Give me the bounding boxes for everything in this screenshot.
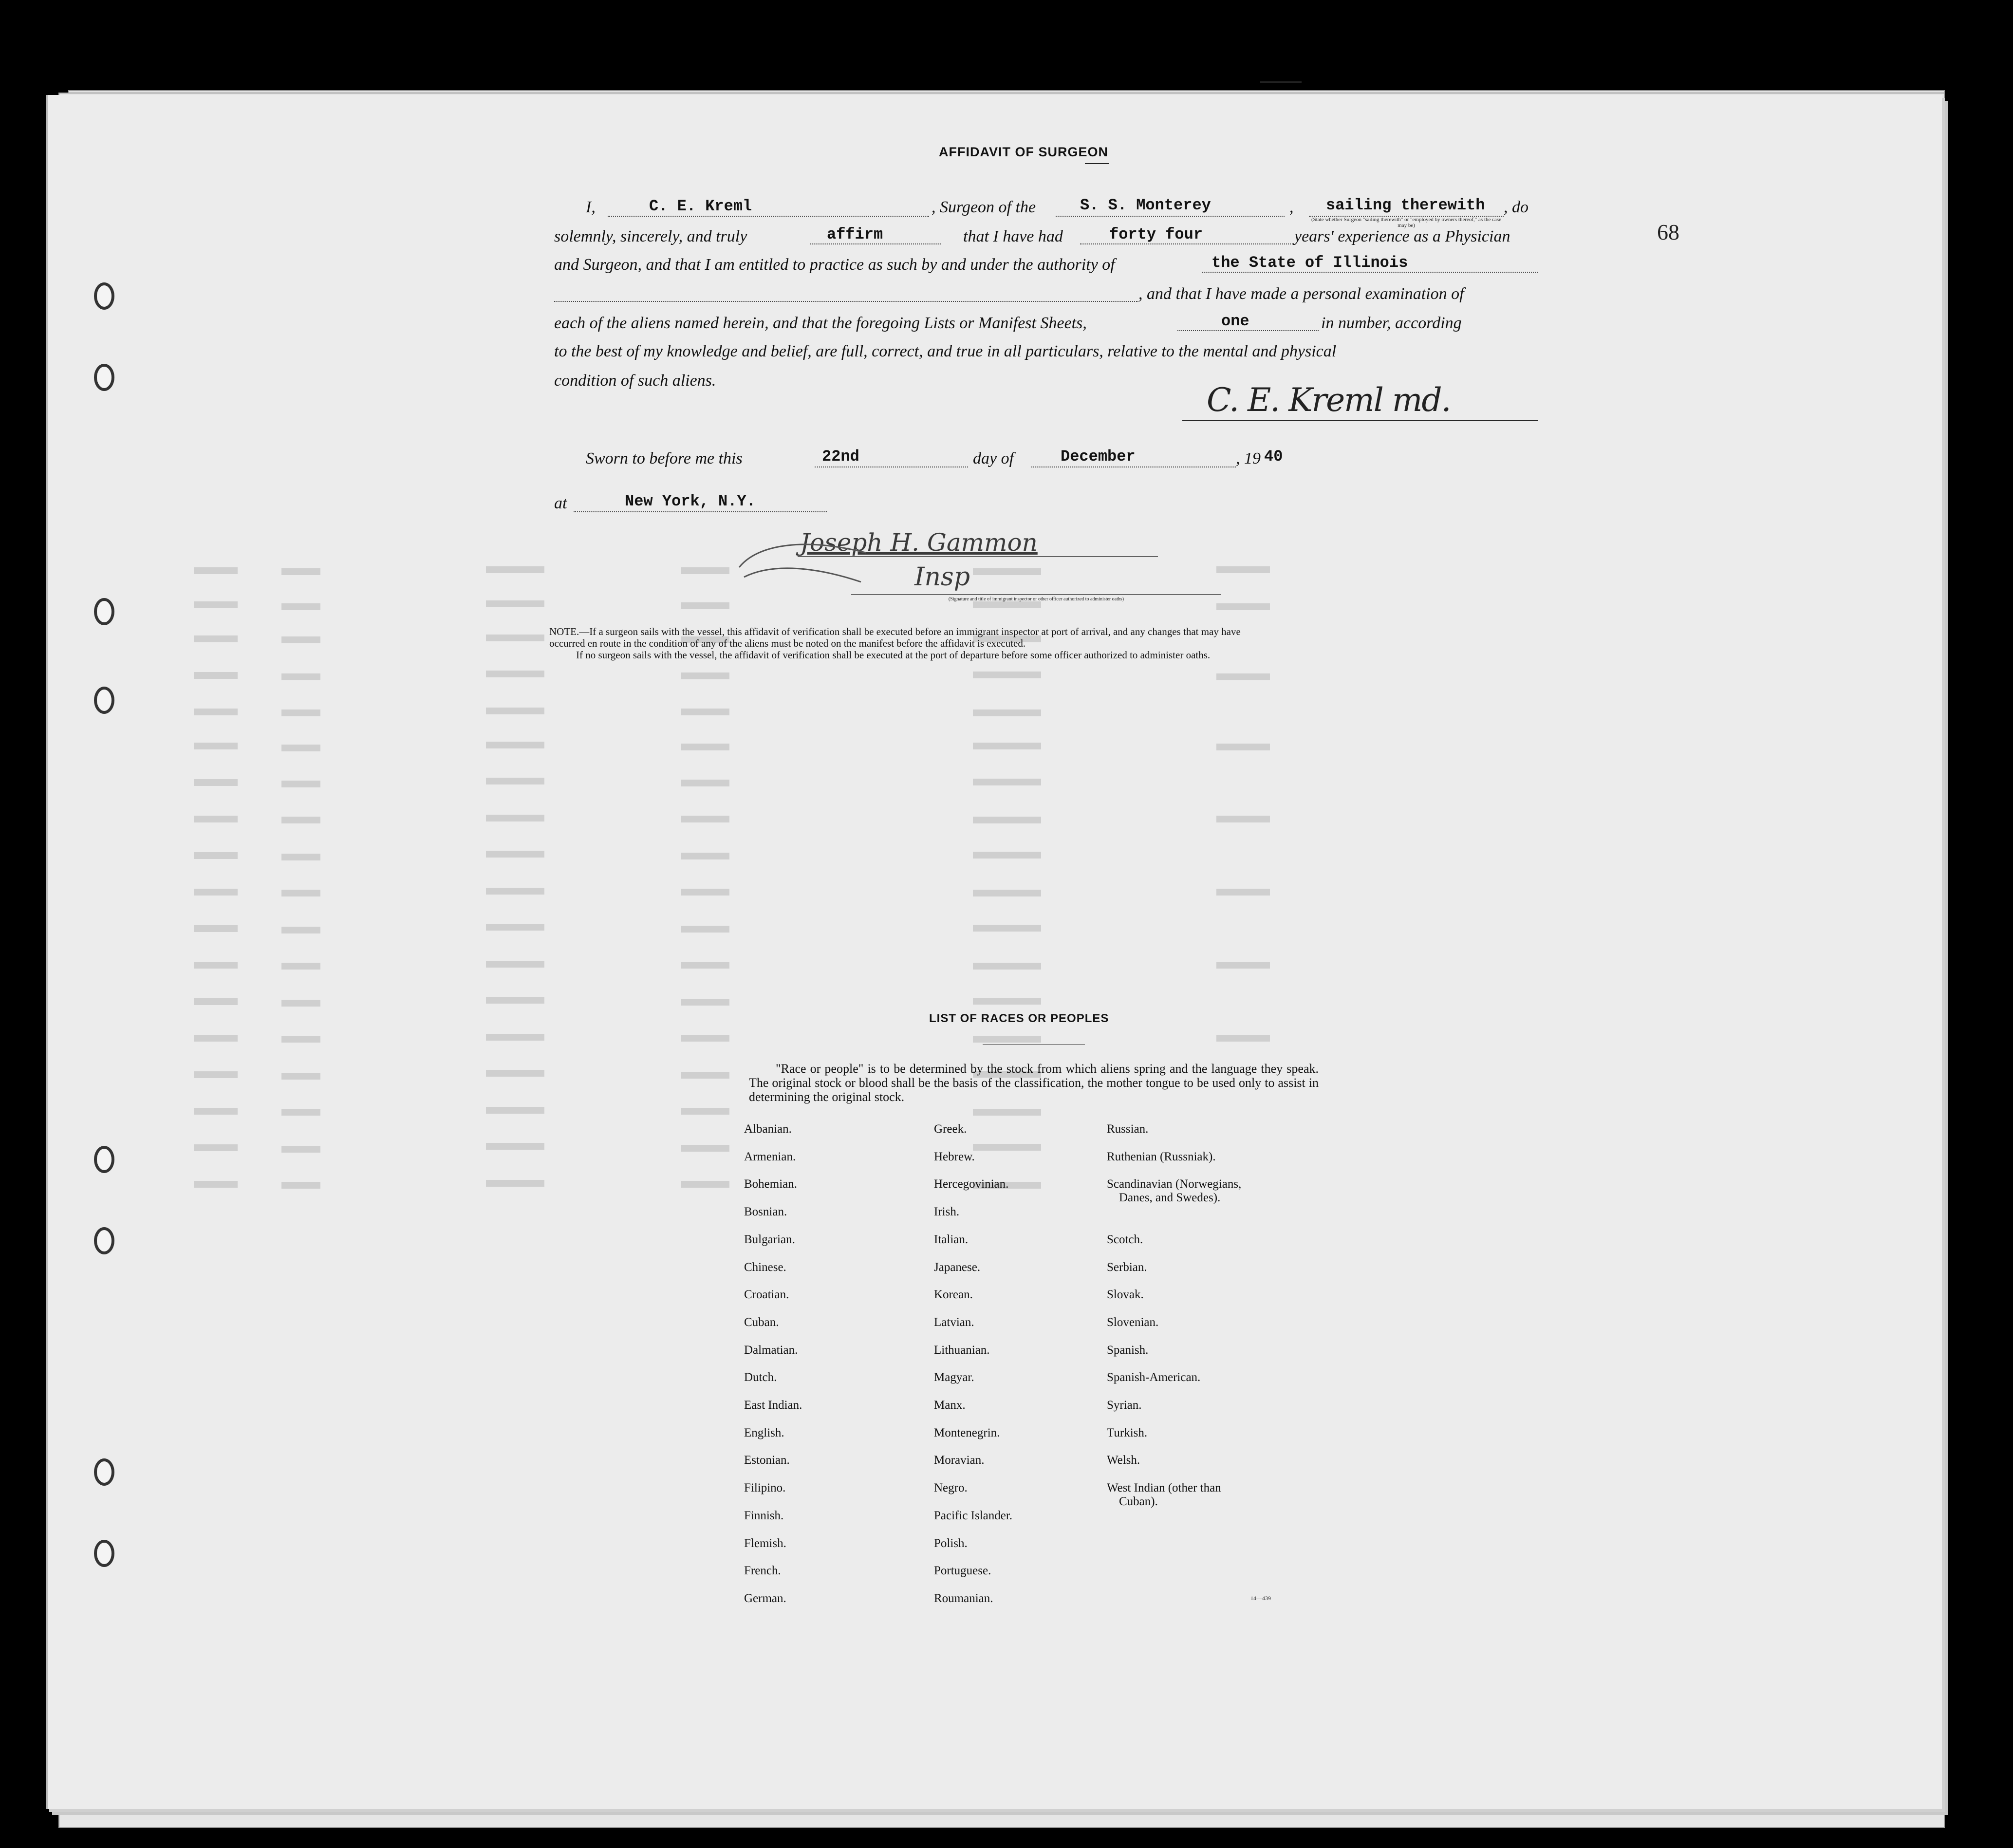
inspector-caption: (Signature and title of immigrant inspector or other officer authorized to administer oaths) [948, 597, 1124, 602]
surgeon-signature: C. E. Kreml md. [1207, 381, 1451, 419]
race-item: Bohemian. [744, 1177, 798, 1191]
sworn-month: December [1061, 448, 1136, 466]
affidavit-line1-prefix: I, [586, 198, 596, 216]
affidavit-line5-prefix: each of the aliens named herein, and that the foregoing Lists or Manifest Sheets, [554, 314, 1087, 332]
surgeon-name: C. E. Kreml [649, 197, 752, 215]
licensing-authority: the State of Illinois [1212, 254, 1408, 272]
race-item: Welsh. [1107, 1454, 1140, 1467]
sworn-year-prefix: , 19 [1236, 449, 1261, 467]
race-item: Scotch. [1107, 1232, 1143, 1246]
location-line [574, 511, 827, 512]
signature-flourish [729, 533, 876, 597]
punch-hole [94, 1146, 114, 1173]
race-item: Manx. [934, 1399, 966, 1412]
race-item: Lithuanian. [934, 1343, 990, 1357]
affidavit-title: AFFIDAVIT OF SURGEON [939, 145, 1108, 159]
location-place: New York, N.Y. [625, 492, 756, 510]
race-item: Greek. [934, 1122, 967, 1136]
affidavit-line7: condition of such aliens. [554, 372, 716, 390]
race-item: Hercegovinian. [934, 1177, 1009, 1191]
surgeon-status: sailing therewith [1326, 196, 1485, 214]
race-item: Korean. [934, 1288, 973, 1302]
note-line2: occurred en route in the condition of any of the aliens must be noted on the manifest before the affidavit is executed. [549, 637, 1026, 649]
race-item: West Indian (other than Cuban). [1107, 1481, 1221, 1509]
comma: , [1289, 198, 1294, 216]
page-number: 68 [1657, 220, 1679, 244]
race-item: Scandinavian (Norwegians, Danes, and Swedes). [1107, 1177, 1242, 1205]
bleed-through-texture [194, 562, 1411, 1244]
line2-suffix: years' experience as a Physician [1294, 227, 1510, 245]
inspector-signature: Joseph H. Gammon [800, 528, 1038, 557]
authority-line [1202, 272, 1538, 273]
affidavit-line4: , and that I have made a personal examination of [1138, 285, 1464, 303]
blank-line [554, 301, 1138, 302]
status-note: (State whether Surgeon "sailing therewith" or "employed by owners thereof," as the case may be) [1311, 217, 1502, 228]
vessel-line [1056, 216, 1285, 217]
race-item: Dutch. [744, 1371, 777, 1384]
race-item: Moravian. [934, 1454, 985, 1467]
race-item: Magyar. [934, 1371, 974, 1384]
race-item: Spanish-American. [1107, 1371, 1201, 1384]
location-prefix: at [554, 494, 567, 512]
race-item: Irish. [934, 1205, 960, 1219]
manifest-page [46, 95, 1942, 1809]
inspector-title-line [851, 594, 1221, 595]
races-title: LIST OF RACES OR PEOPLES [929, 1012, 1109, 1025]
top-mark [1260, 81, 1302, 83]
race-item: Turkish. [1107, 1426, 1148, 1439]
race-item: Ruthenian (Russniak). [1107, 1150, 1216, 1163]
race-item: German. [744, 1591, 786, 1605]
oath-type: affirm [827, 225, 883, 243]
race-item: Filipino. [744, 1481, 786, 1495]
race-item: Bosnian. [744, 1205, 787, 1219]
race-item: Hebrew. [934, 1150, 975, 1163]
race-item: Cuban. [744, 1315, 779, 1329]
surgeon-name-line [608, 216, 929, 217]
affidavit-line6: to the best of my knowledge and belief, are full, correct, and true in all particulars, relative to the mental and physical [554, 342, 1337, 360]
race-item: Finnish. [744, 1509, 784, 1522]
race-item: Montenegrin. [934, 1426, 1000, 1439]
signature-line [1182, 420, 1538, 421]
race-item: Syrian. [1107, 1399, 1142, 1412]
surgeon-of-text: , Surgeon of the [932, 198, 1036, 216]
punch-hole [94, 1458, 114, 1486]
punch-hole [94, 598, 114, 625]
count-line [1177, 330, 1319, 331]
affidavit-line3-prefix: and Surgeon, and that I am entitled to practice as such by and under the authority of [554, 256, 1115, 274]
race-item: Pacific Islander. [934, 1509, 1013, 1522]
race-item: East Indian. [744, 1399, 802, 1412]
punch-hole [94, 1227, 114, 1254]
sworn-year: 40 [1264, 448, 1283, 466]
race-item: Russian. [1107, 1122, 1149, 1136]
race-item: Estonian. [744, 1454, 790, 1467]
race-item: Chinese. [744, 1260, 786, 1274]
line2-middle: that I have had [963, 227, 1063, 245]
race-item: Armenian. [744, 1150, 796, 1163]
race-item: Dalmatian. [744, 1343, 798, 1357]
sworn-middle: day of [973, 449, 1014, 467]
race-item: Slovenian. [1107, 1315, 1159, 1329]
race-item: Serbian. [1107, 1260, 1147, 1274]
race-item: Flemish. [744, 1536, 786, 1550]
punch-hole [94, 1540, 114, 1567]
sworn-prefix: Sworn to before me this [586, 449, 743, 467]
races-intro: "Race or people" is to be determined by the stock from which aliens spring and the language they speak. The original stock or blood shall be the basis of the classification, the mother tongue to be used only to assist in determining the original stock. [749, 1062, 1319, 1104]
title-underline [1085, 163, 1109, 164]
race-item: English. [744, 1426, 784, 1439]
line5-suffix: in number, according [1321, 314, 1462, 332]
race-item: Bulgarian. [744, 1232, 795, 1246]
race-item: Negro. [934, 1481, 968, 1495]
race-item: Latvian. [934, 1315, 974, 1329]
punch-hole [94, 687, 114, 714]
race-item: Portuguese. [934, 1564, 991, 1578]
inspector-title: Insp [914, 562, 970, 592]
punch-hole [94, 282, 114, 310]
affidavit-line2-prefix: solemnly, sincerely, and truly [554, 227, 747, 245]
race-item: Albanian. [744, 1122, 792, 1136]
note-line3: If no surgeon sails with the vessel, the affidavit of verification shall be executed at the port of departure before some officer authorized to administer oaths. [576, 649, 1211, 661]
years-line [1080, 243, 1294, 244]
oath-line [810, 243, 941, 244]
race-item: Polish. [934, 1536, 968, 1550]
line1-suffix: , do [1504, 198, 1528, 216]
note-line1: NOTE.—If a surgeon sails with the vessel, this affidavit of verification shall be executed before an immigrant inspector at port of arrival, and any changes that may have [549, 626, 1241, 637]
race-item: Roumanian. [934, 1591, 993, 1605]
race-item: Croatian. [744, 1288, 789, 1302]
punch-hole [94, 364, 114, 391]
years-experience: forty four [1109, 225, 1203, 243]
race-item: Spanish. [1107, 1343, 1149, 1357]
form-number: 14—439 [1250, 1595, 1271, 1602]
race-item: Japanese. [934, 1260, 981, 1274]
race-item: Slovak. [1107, 1288, 1144, 1302]
vessel-name: S. S. Monterey [1080, 196, 1211, 214]
race-item: Italian. [934, 1232, 969, 1246]
sworn-day: 22nd [822, 448, 859, 466]
race-item: French. [744, 1564, 781, 1578]
manifest-count: one [1221, 312, 1249, 330]
